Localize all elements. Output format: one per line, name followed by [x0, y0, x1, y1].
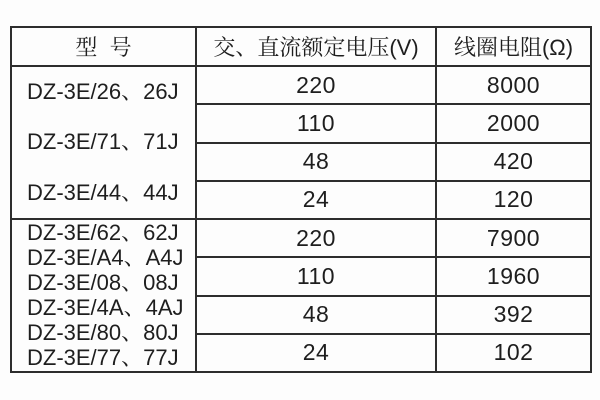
header-row: [11, 27, 591, 66]
model-label: DZ-3E/26、26J: [27, 79, 179, 105]
table-row: [11, 219, 591, 257]
model-label: DZ-3E/4A、4AJ: [27, 295, 184, 321]
header-coil-resistance: 线圈电阻(Ω): [436, 27, 591, 66]
resistance-cell: 1960: [436, 257, 591, 295]
model-list: [12, 220, 195, 371]
resistance-cell: 8000: [436, 66, 591, 104]
model-group-cell-1: [11, 66, 196, 219]
resistance-cell: 7900: [436, 219, 591, 257]
voltage-cell: 110: [196, 257, 436, 295]
relay-spec-table: [10, 26, 592, 373]
voltage-cell: 220: [196, 219, 436, 257]
model-label: DZ-3E/08、08J: [27, 269, 179, 295]
voltage-cell: 110: [196, 104, 436, 142]
voltage-cell: 220: [196, 66, 436, 104]
resistance-cell: 102: [436, 334, 591, 372]
voltage-cell: 24: [196, 181, 436, 219]
model-group-cell-2: [11, 219, 196, 372]
model-label: DZ-3E/71、71J: [27, 129, 179, 155]
header-rated-voltage: 交、直流额定电压(V): [196, 27, 436, 66]
resistance-cell: 2000: [436, 104, 591, 142]
model-label: DZ-3E/80、80J: [27, 320, 179, 346]
header-model: 型 号: [11, 27, 196, 66]
model-list: [12, 67, 195, 218]
voltage-cell: 48: [196, 143, 436, 181]
resistance-cell: 120: [436, 181, 591, 219]
resistance-cell: 392: [436, 296, 591, 334]
model-label: DZ-3E/62、62J: [27, 219, 179, 245]
voltage-cell: 48: [196, 296, 436, 334]
table-row: [11, 66, 591, 104]
model-label: DZ-3E/44、44J: [27, 179, 179, 205]
resistance-cell: 420: [436, 143, 591, 181]
model-label: DZ-3E/A4、A4J: [27, 244, 184, 270]
voltage-cell: 24: [196, 334, 436, 372]
model-label: DZ-3E/77、77J: [27, 345, 179, 371]
